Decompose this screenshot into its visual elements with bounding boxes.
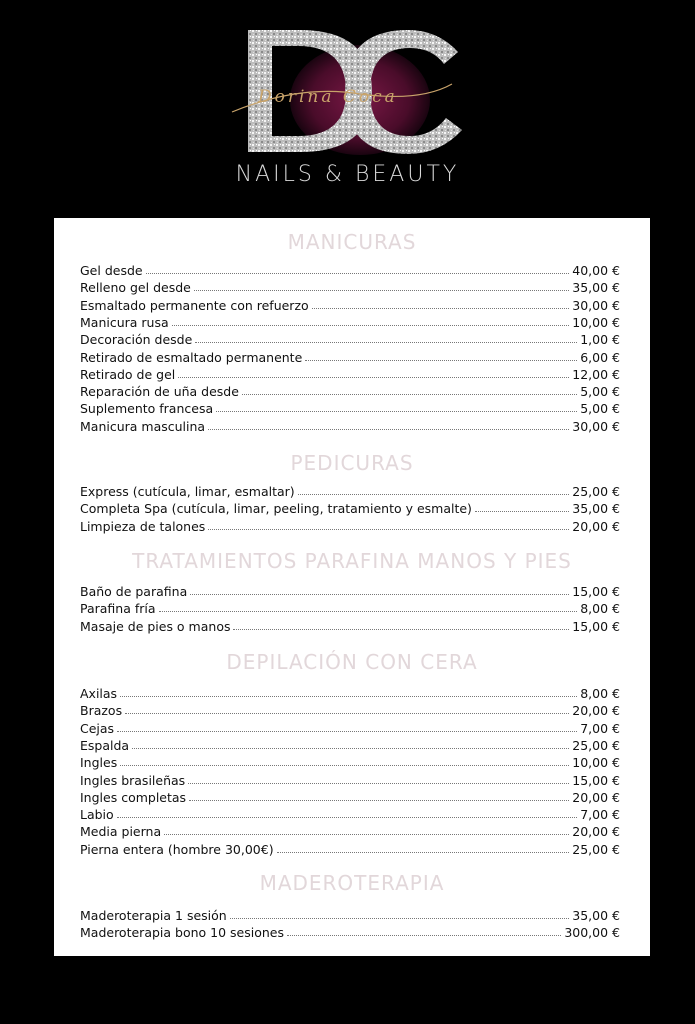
service-name: Esmaltado permanente con refuerzo: [80, 297, 309, 313]
dot-leader: [298, 494, 570, 495]
service-price: 6,00 €: [580, 349, 620, 365]
price-row: [80, 417, 620, 434]
dot-leader: [178, 377, 569, 378]
service-price: 15,00 €: [572, 772, 620, 788]
service-name: Express (cutícula, limar, esmaltar): [80, 484, 295, 499]
price-row: [80, 482, 620, 499]
price-row: [80, 296, 620, 313]
service-name: Cejas: [80, 720, 115, 736]
service-name: Espalda: [80, 737, 130, 753]
dot-leader: [117, 731, 577, 732]
price-row: [80, 719, 620, 736]
dot-leader: [233, 629, 569, 630]
service-price: 300,00 €: [564, 925, 620, 941]
service-name: Parafina fría: [80, 601, 156, 617]
price-row: [80, 330, 620, 347]
service-name: Limpieza de talones: [80, 518, 206, 534]
dot-leader: [208, 529, 569, 530]
dot-leader: [159, 611, 578, 612]
dot-leader: [117, 817, 578, 818]
dot-leader: [120, 765, 569, 766]
price-row: [80, 599, 620, 616]
price-row: [80, 517, 620, 534]
service-name: Decoración desde: [80, 332, 193, 348]
service-name: Maderoterapia 1 sesión: [80, 908, 227, 923]
price-row: [80, 788, 620, 805]
price-row: [80, 399, 620, 416]
dot-leader: [188, 783, 569, 784]
section-title: TRATAMIENTOS PARAFINA MANOS Y PIES: [132, 549, 572, 573]
service-price: 35,00 €: [572, 280, 620, 296]
price-row: [80, 684, 620, 701]
dot-leader: [242, 394, 577, 395]
service-name: Axilas: [80, 686, 118, 701]
service-name: Retirado de gel: [80, 366, 176, 382]
service-price: 8,00 €: [580, 601, 620, 617]
service-name: Ingles: [80, 755, 118, 771]
service-price: 1,00 €: [580, 332, 620, 348]
service-price: 15,00 €: [572, 618, 620, 634]
price-row: [80, 617, 620, 634]
service-price: 40,00 €: [572, 263, 620, 278]
service-price: 20,00 €: [572, 703, 620, 719]
price-row: [80, 261, 620, 278]
service-price: 7,00 €: [580, 807, 620, 823]
service-name: Baño de parafina: [80, 584, 188, 599]
price-row: [80, 582, 620, 599]
service-name: Completa Spa (cutícula, limar, peeling, tratamiento y esmalte): [80, 501, 472, 517]
service-price: 25,00 €: [572, 841, 620, 857]
service-name: Pierna entera (hombre 30,00€): [80, 841, 274, 857]
service-name: Reparación de uña desde: [80, 384, 239, 400]
section-title: MANICURAS: [287, 230, 417, 254]
service-price: 7,00 €: [580, 720, 620, 736]
dot-leader: [195, 342, 577, 343]
section-title: MADEROTERAPIA: [259, 871, 445, 895]
service-price: 15,00 €: [572, 584, 620, 599]
service-price: 20,00 €: [572, 824, 620, 840]
service-price: 5,00 €: [580, 401, 620, 417]
dot-leader: [125, 713, 569, 714]
service-price: 20,00 €: [572, 518, 620, 534]
service-name: Relleno gel desde: [80, 280, 191, 296]
dot-leader: [208, 429, 569, 430]
service-name: Ingles brasileñas: [80, 772, 186, 788]
service-name: Manicura rusa: [80, 314, 169, 330]
service-price: 35,00 €: [572, 501, 620, 517]
price-row: [80, 499, 620, 516]
price-row: [80, 365, 620, 382]
dot-leader: [164, 834, 569, 835]
service-price: 30,00 €: [572, 297, 620, 313]
dot-leader: [120, 696, 577, 697]
section-title: PEDICURAS: [290, 451, 414, 475]
dot-leader: [132, 748, 569, 749]
price-row: [80, 822, 620, 839]
service-price: 8,00 €: [580, 686, 620, 701]
price-row: [80, 771, 620, 788]
dot-leader: [190, 594, 569, 595]
service-price: 5,00 €: [580, 384, 620, 400]
price-row: [80, 348, 620, 365]
dot-leader: [194, 290, 569, 291]
service-price: 25,00 €: [572, 737, 620, 753]
dot-leader: [287, 935, 561, 936]
price-list-card: [54, 218, 650, 956]
service-price: 10,00 €: [572, 755, 620, 771]
dot-leader: [312, 308, 570, 309]
service-price: 12,00 €: [572, 366, 620, 382]
service-name: Masaje de pies o manos: [80, 618, 231, 634]
service-name: Suplemento francesa: [80, 401, 214, 417]
dot-leader: [216, 411, 577, 412]
service-price: 20,00 €: [572, 789, 620, 805]
service-price: 30,00 €: [572, 418, 620, 434]
service-name: Labio: [80, 807, 114, 823]
dot-leader: [475, 511, 569, 512]
price-row: [80, 313, 620, 330]
dot-leader: [305, 360, 577, 361]
price-row: [80, 906, 620, 923]
price-row: [80, 278, 620, 295]
price-row: [80, 840, 620, 857]
service-name: Manicura masculina: [80, 418, 206, 434]
price-row: [80, 753, 620, 770]
price-row: [80, 701, 620, 718]
price-row: [80, 923, 620, 940]
service-name: Brazos: [80, 703, 123, 719]
service-name: Retirado de esmaltado permanente: [80, 349, 303, 365]
service-price: 10,00 €: [572, 314, 620, 330]
dot-leader: [172, 325, 570, 326]
section-title: DEPILACIÓN CON CERA: [226, 650, 478, 674]
price-row: [80, 382, 620, 399]
service-price: 25,00 €: [572, 484, 620, 499]
service-name: Media pierna: [80, 824, 162, 840]
price-row: [80, 736, 620, 753]
brand-subtitle: NAILS & BEAUTY: [235, 162, 460, 187]
service-name: Gel desde: [80, 263, 143, 278]
dot-leader: [230, 918, 570, 919]
dot-leader: [189, 800, 569, 801]
dot-leader: [146, 273, 570, 274]
price-row: [80, 805, 620, 822]
service-price: 35,00 €: [572, 908, 620, 923]
script-name: Dorina Coca: [258, 87, 398, 107]
dot-leader: [277, 852, 570, 853]
service-name: Maderoterapia bono 10 sesiones: [80, 925, 284, 941]
service-name: Ingles completas: [80, 789, 187, 805]
